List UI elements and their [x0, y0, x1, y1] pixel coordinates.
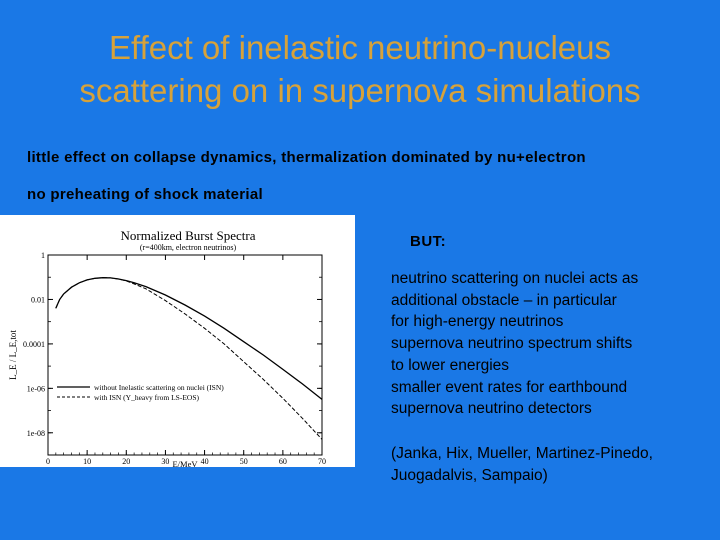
slide-title — [0, 26, 720, 112]
y-tick-label: 1e-06 — [26, 384, 45, 394]
references-line-2: Juogadalvis, Sampaio) — [391, 466, 548, 484]
chart-axes — [23, 251, 326, 466]
x-tick-label: 30 — [161, 457, 170, 466]
x-tick-label: 70 — [318, 457, 326, 466]
chart-legend — [57, 383, 224, 402]
legend-label-with-isn: with ISN (Y_heavy from LS-EOS) — [94, 393, 199, 402]
right-text-line: additional obstacle – in particular — [391, 291, 617, 309]
right-text-block — [391, 268, 711, 420]
x-tick-label: 40 — [200, 457, 209, 466]
right-text-line: supernova neutrino detectors — [391, 400, 592, 418]
right-text-line: supernova neutrino spectrum shifts — [391, 335, 633, 353]
burst-spectra-figure — [0, 215, 355, 467]
x-tick-label: 50 — [239, 457, 248, 466]
x-axis-label: E/MeV — [172, 459, 198, 467]
legend-label-without-isn: without Inelastic scattering on nuclei (ISN) — [94, 383, 224, 392]
title-line-1: Effect of inelastic neutrino-nucleus — [108, 29, 611, 66]
y-tick-label: 1 — [41, 251, 45, 260]
y-tick-label: 1e-08 — [26, 428, 45, 438]
series-line-with-isn — [56, 278, 322, 440]
references — [391, 443, 653, 486]
right-text-line: smaller event rates for earthbound — [391, 378, 628, 396]
right-text-line: to lower energies — [391, 356, 510, 374]
x-tick-label: 10 — [83, 457, 92, 466]
chart-title: Normalized Burst Spectra — [120, 228, 256, 243]
chart-subtitle: (r=400km, electron neutrinos) — [139, 243, 237, 252]
x-tick-label: 60 — [278, 457, 287, 466]
x-tick-label: 20 — [122, 457, 131, 466]
references-line-1: (Janka, Hix, Mueller, Martinez-Pinedo, — [391, 445, 653, 462]
bullet-collapse-dynamics: little effect on collapse dynamics, thermalization dominated by nu+electron — [27, 149, 586, 166]
y-axis-label: L_E / L_E,tot — [8, 330, 18, 380]
bullet-no-preheating: no preheating of shock material — [27, 186, 264, 203]
right-text-line: neutrino scattering on nuclei acts as — [391, 270, 639, 287]
series-line-without-isn — [56, 278, 322, 400]
title-line-2: scattering on in supernova simulations — [79, 72, 641, 109]
right-text-line: for high-energy neutrinos — [391, 313, 564, 331]
x-tick-label: 0 — [46, 457, 50, 466]
chart-series — [56, 278, 322, 440]
y-tick-label: 0.0001 — [23, 339, 45, 349]
but-label: BUT: — [410, 233, 447, 250]
burst-spectra-chart — [0, 215, 355, 467]
y-tick-label: 0.01 — [31, 295, 45, 305]
plot-frame — [48, 255, 322, 455]
